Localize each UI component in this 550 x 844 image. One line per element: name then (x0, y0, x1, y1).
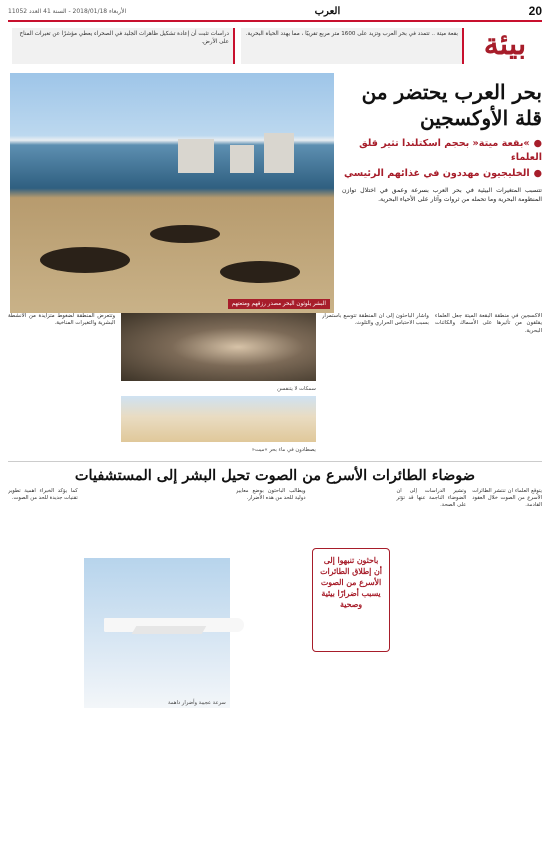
text-column-1: الاكسجين في منطقة البقعة الميتة جعل العلماء يقلقون من تأثيرها على الأسماك والكائنات البحرية. (434, 313, 542, 334)
feature-intro: تتسبب المتغيرات البيئية في بحر العرب بسرعة وعمق في اختلال توازن المنظومة البحرية وما تحمله من ثروات وآثار على الأحياء البحرية. (342, 187, 542, 203)
fish-caption: سمكات لا يتنفسن (277, 386, 316, 393)
feature-bullet-1-text: »بقعة ميتة« بحجم اسكتلندا تثير قلق العلماء (359, 138, 542, 163)
date-line: الأربعاء 2018/01/18 - السنة 41 العدد 11052 (8, 7, 127, 15)
feature-headline: بحر العرب يحتضر من قلة الأوكسجين (361, 80, 542, 130)
bullet-dot-icon: ● (533, 168, 542, 179)
beach-photo (10, 73, 334, 313)
bullet-dot-icon: ● (533, 138, 542, 149)
lower-column-3: ويطالب الباحثون بوضع معايير دولية للحد من هذه الأضرار. (235, 488, 306, 502)
feature (8, 73, 542, 313)
feature-bullet-2 (342, 167, 542, 181)
building (264, 133, 294, 173)
oil-spot (150, 225, 220, 243)
lower-column-1: يتوقع العلماء أن تنتشر الطائرات الأسرع من الصوت خلال العقود القادمة. (472, 488, 542, 509)
teaser-1: بقعة ميتة .. تتمدد في بحر العرب وتزيد على 1600 متر مربع تقريبًا ، مما يهدد الحياة البحرية. (241, 28, 464, 64)
middle-section (8, 313, 542, 453)
plane-wing (131, 626, 206, 634)
teaser-2: دراسات تثبت أن إعادة تشكيل ظاهرات الجليد في الصحراء يعطي مؤشرًا عن تغيرات المناخ على الأرض. (12, 28, 235, 64)
top-bar (8, 4, 542, 22)
plane-caption: سرعة عجيبة وأضرار داهمة (167, 700, 226, 706)
building (230, 145, 254, 173)
beach-photo-caption: البشر يلوثون البحر مصدر رزقهم ومتعتهم (228, 299, 330, 309)
lower-column-2: وتشير الدراسات إلى أن الضوضاء الناجمة عنها قد تؤثر على الصحة. (396, 488, 467, 509)
middle-photos (121, 313, 316, 453)
lower-column-4: كما يؤكد الخبراء أهمية تطوير تقنيات جديدة للحد من الصوت. (8, 488, 78, 502)
text-column-3: وتتعرض المنطقة لضغوط متزايدة من الأنشطة البشرية والتغيرات المناخية. (8, 313, 116, 327)
oil-spot (220, 261, 300, 283)
boat-caption: يصطادون في ماء بحر »ميت« (251, 447, 316, 453)
building (178, 139, 214, 173)
brand-name: العرب (314, 5, 341, 17)
header (8, 25, 542, 67)
oil-spot (40, 247, 130, 273)
fish-photo (121, 313, 316, 381)
lower-headline: ضوضاء الطائرات الأسرع من الصوت تحيل البشر إلى المستشفيات (8, 461, 542, 484)
text-column-2: وأشار الباحثون إلى أن المنطقة تتوسع باستمرار بسبب الاحتباس الحراري والتلوث. (321, 313, 429, 327)
teasers (8, 25, 468, 67)
boat-photo (121, 396, 316, 442)
page-number: 20 (528, 4, 542, 18)
feature-bullet-2-text: الخليجيون مهددون في غذائهم الرئيسي (344, 168, 530, 179)
plane-photo (84, 558, 230, 708)
feature-bullet-1 (342, 137, 542, 165)
section-title: بيئة (483, 27, 527, 62)
pull-quote: باحثون تنبهوا إلى أن إطلاق الطائرات الأسرع من الصوت يسبب أضرارًا بيئية وصحية (312, 548, 391, 652)
feature-headline-column (342, 73, 542, 313)
lower-section (8, 488, 542, 750)
